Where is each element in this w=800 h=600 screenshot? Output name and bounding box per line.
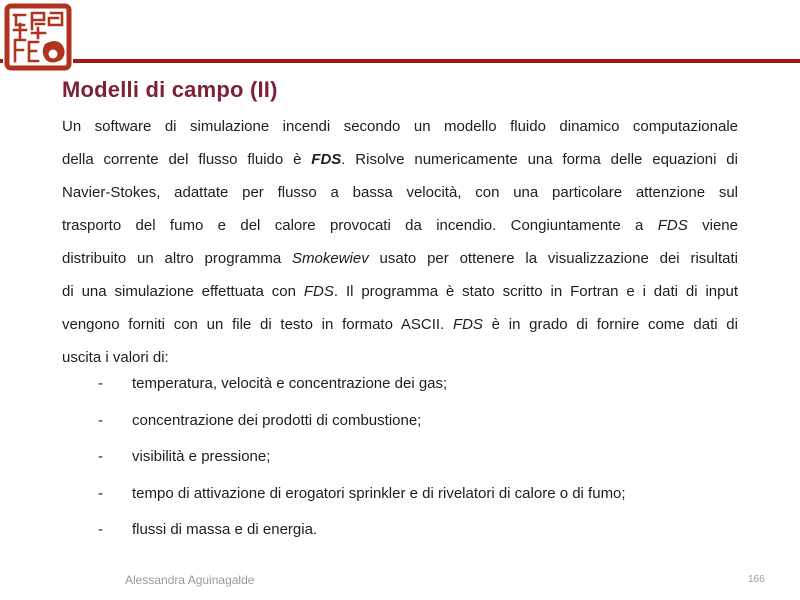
dash-bullet: -: [98, 375, 103, 392]
paragraph-line: distribuito un altro programma Smokewiev usato per ottenere la visualizzazione dei risultati: [62, 250, 738, 267]
list-item: [98, 476, 738, 513]
dash-bullet: -: [98, 484, 103, 502]
header-divider-line: [0, 59, 800, 63]
list-item-text: visibilità e pressione;: [132, 448, 271, 465]
dash-bullet: -: [98, 411, 103, 429]
paragraph-line: vengono forniti con un file di testo in formato ASCII. FDS è in grado di fornire come dati di: [62, 316, 738, 333]
footer-page-number: 166: [748, 574, 765, 585]
paragraph-line: Un software di simulazione incendi secondo un modello fluido dinamico computazionale: [62, 118, 738, 135]
chinese-seal-stamp-icon: [3, 2, 73, 72]
list-item-text: flussi di massa e di energia.: [132, 521, 318, 538]
dash-bullet: -: [98, 448, 103, 465]
list-item-text: tempo di attivazione di erogatori sprinkler e di rivelatori di calore o di fumo;: [132, 484, 626, 502]
footer-author: Alessandra Aguinagalde: [125, 573, 255, 587]
list-item: [98, 366, 738, 403]
paragraph-line: uscita i valori di:: [62, 349, 169, 366]
paragraph-line: della corrente del flusso fluido è FDS. Risolve numericamente una forma delle equazioni di: [62, 151, 738, 168]
output-values-list: [98, 366, 738, 549]
list-item: [98, 439, 738, 476]
paragraph-line: Navier-Stokes, adattate per flusso a bassa velocità, con una particolare attenzione sul: [62, 184, 738, 201]
intro-paragraph: [62, 110, 738, 374]
list-item-text: concentrazione dei prodotti di combustione;: [132, 411, 422, 429]
list-item-text: temperatura, velocità e concentrazione dei gas;: [132, 375, 448, 392]
list-item: [98, 512, 738, 549]
dash-bullet: -: [98, 521, 103, 538]
paragraph-line: trasporto del fumo e del calore provocati da incendio. Congiuntamente a FDS viene: [62, 217, 738, 234]
paragraph-line: di una simulazione effettuata con FDS. Il programma è stato scritto in Fortran e i dati di input: [62, 283, 738, 300]
slide-title: Modelli di campo (II): [62, 77, 278, 102]
list-item: [98, 403, 738, 440]
